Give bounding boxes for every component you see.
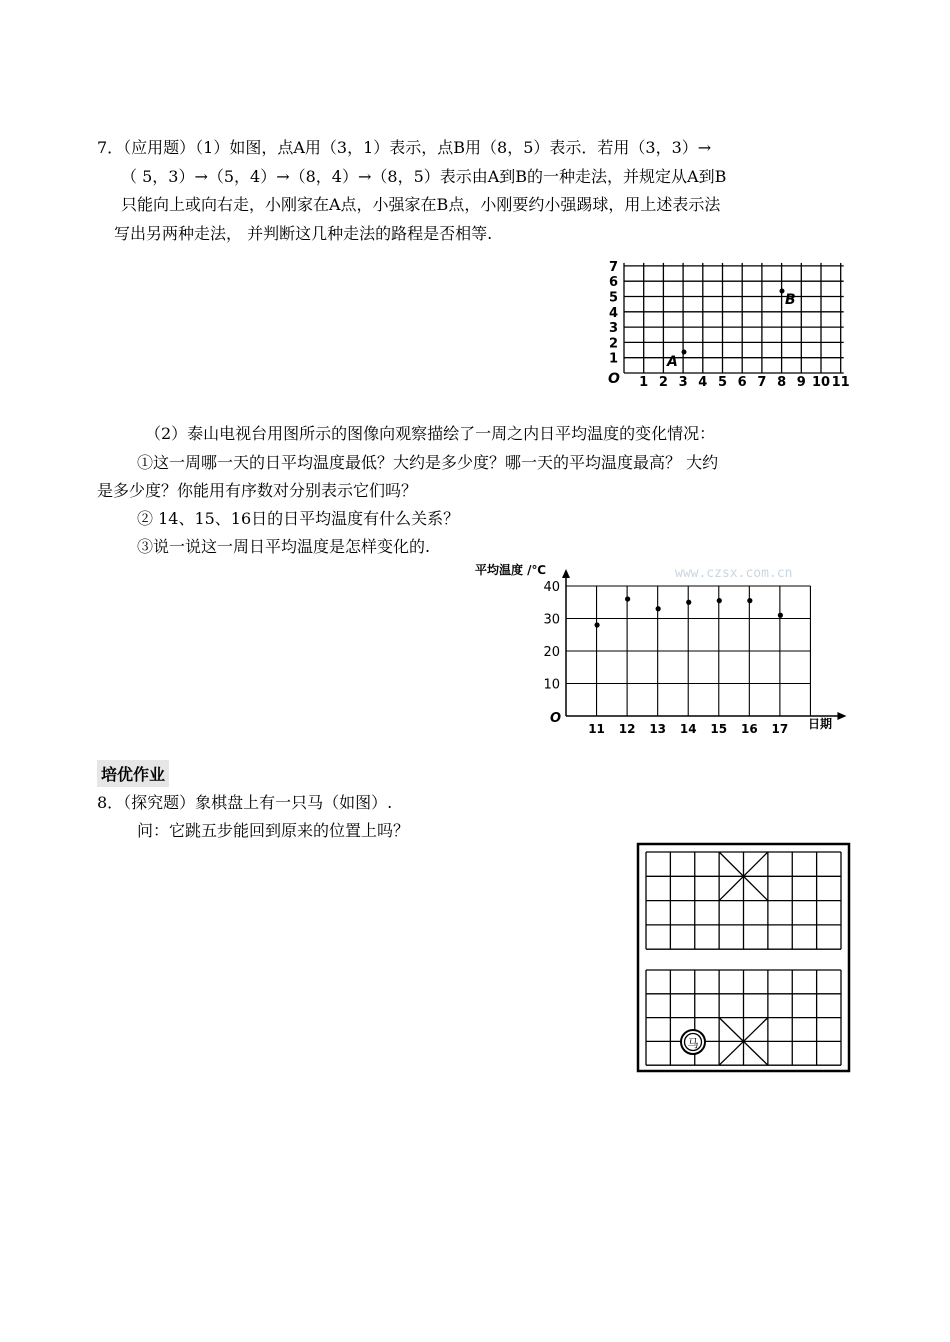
q7-part2-line-4: ② 14、15、16日的日平均温度有什么关系？ xyxy=(137,509,460,528)
q7-part2-line-2: ①这一周哪一天的日平均温度最低？大约是多少度？哪一天的平均温度最高？ 大约 xyxy=(137,453,719,472)
grid-lines xyxy=(624,263,844,373)
temperature-chart xyxy=(470,560,850,735)
q7-part2-line-5: ③说一说这一周日平均温度是怎样变化的. xyxy=(137,537,431,556)
y-axis-label: 平均温度 /℃ xyxy=(475,563,547,577)
point-a-label: A xyxy=(667,354,678,370)
chart-x-tick-label: 16 xyxy=(740,722,758,735)
q7-line-4: 写出另两种走法， 并判断这几种走法的路程是否相等. xyxy=(114,224,493,243)
chart-grid xyxy=(566,586,810,716)
q8-line-2: 问：它跳五步能回到原来的位置上吗？ xyxy=(137,821,410,840)
section-heading: 培优作业 xyxy=(97,760,169,787)
chart-x-tick-label: 11 xyxy=(588,722,605,735)
chart-point xyxy=(686,600,691,605)
chart-y-arrow xyxy=(562,569,570,578)
grid-y-tick-label: 4 xyxy=(608,305,618,321)
q7-part2-line-3: 是多少度？你能用有序数对分别表示它们吗？ xyxy=(97,481,418,500)
chart-y-tick-label: 10 xyxy=(543,677,560,693)
chessboard-figure xyxy=(636,842,852,1074)
grid-x-tick-label: 7 xyxy=(757,375,767,390)
grid-x-tick-label: 9 xyxy=(796,375,806,390)
chart-x-tick-label: 12 xyxy=(618,722,636,735)
grid-x-tick-label: 5 xyxy=(717,375,728,390)
grid-x-tick-label: 2 xyxy=(658,375,668,390)
chart-point xyxy=(594,622,599,627)
grid-y-tick-label: 6 xyxy=(608,275,618,291)
grid-y-tick-label: 2 xyxy=(608,336,618,352)
chart-point xyxy=(747,598,752,603)
grid-x-tick-label: 1 xyxy=(639,375,649,390)
chart-point xyxy=(778,613,783,618)
grid-x-tick-label: 3 xyxy=(678,375,688,390)
chart-x-tick-label: 14 xyxy=(679,722,697,735)
horse-piece xyxy=(681,1030,705,1054)
chart-watermark: www.czsx.com.cn xyxy=(675,566,793,581)
grid-x-tick-label: 8 xyxy=(777,375,787,390)
grid-y-tick-label: 7 xyxy=(608,259,618,275)
chart-y-tick-label: 40 xyxy=(543,580,560,595)
x-axis-label: 日期 xyxy=(808,717,833,731)
q7-line-2: （ 5，3）→（5，4）→（8，4）→（8，5）表示由A到B的一种走法，并规定从A到B xyxy=(121,167,727,186)
q7-part2-line-1: （2）泰山电视台用图所示的图像向观察描绘了一周之内日平均温度的变化情况： xyxy=(145,424,716,443)
q7-line-1: 7．（应用题）（1）如图，点A用（3，1）表示，点B用（8，5）表示．若用（3，3）→ xyxy=(97,138,712,157)
point-a xyxy=(682,350,687,355)
grid-x-tick-label: 10 xyxy=(811,375,831,390)
chart-point xyxy=(656,606,661,611)
grid-x-tick-label: 4 xyxy=(698,375,708,390)
grid-y-tick-label: 3 xyxy=(608,321,618,337)
point-b xyxy=(780,289,785,294)
point-b-label: B xyxy=(785,292,796,308)
chart-point xyxy=(625,596,630,601)
chart-x-tick-label: 15 xyxy=(710,722,728,735)
q7-line-3: 只能向上或向右走，小刚家在A点，小强家在B点，小刚要约小强踢球，用上述表示法 xyxy=(121,195,721,214)
grid-y-tick-label: 5 xyxy=(608,290,618,306)
chart-x-arrow xyxy=(837,712,846,720)
chart-axes xyxy=(562,569,846,720)
grid-origin-label: O xyxy=(608,371,620,387)
chart-point xyxy=(717,598,722,603)
chart-y-tick-label: 30 xyxy=(543,612,560,628)
grid-y-tick-label: 1 xyxy=(608,351,618,367)
chart-origin-label: O xyxy=(550,711,562,726)
horse-label: 马 xyxy=(687,1037,699,1050)
grid-x-tick-label: 6 xyxy=(737,375,747,390)
chart-x-tick-label: 17 xyxy=(771,722,789,735)
chart-y-tick-label: 20 xyxy=(543,645,560,660)
q8-line-1: 8．（探究题）象棋盘上有一只马（如图）. xyxy=(97,793,393,812)
grid-x-tick-label: 11 xyxy=(831,375,850,390)
chart-x-tick-label: 13 xyxy=(649,722,667,735)
coordinate-grid-figure xyxy=(600,246,850,391)
